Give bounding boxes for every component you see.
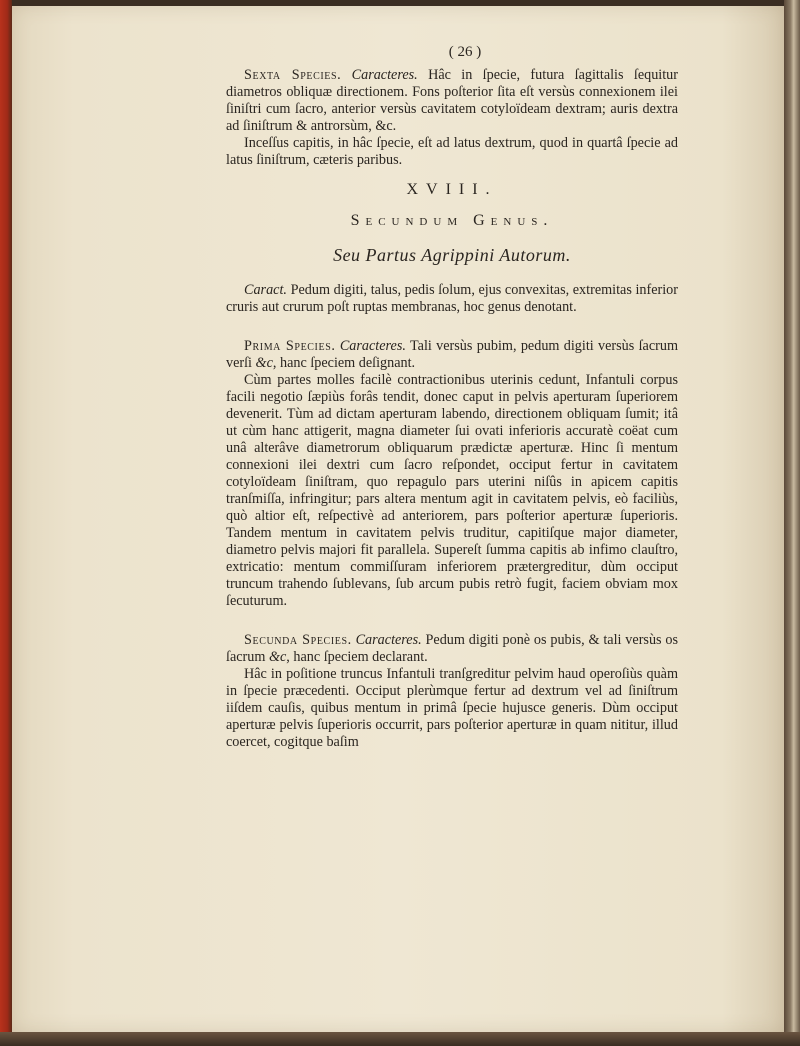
page-number: ( 26 )	[448, 44, 482, 60]
prima-species-paragraph	[226, 338, 678, 372]
prima-body-paragraph: Cùm partes molles facilè contractionibus uterinis cedunt, Infantuli corpus facili negotio ſæpiùs forâs tendit, donec caput in pelvis aperturam ſuperiorem devenerit. Tùm ad dictam aperturam labendo, directionem obliquam ſumit; itâ ut cùm hanc attigerit, magna diameter ſui ovati inferioris accuratè coëat cum unâ alterâve diametrorum obliquarum prædictæ aperturæ. Hinc ſi mentum connexioni ilei dextri cum ſacro reſpondet, occiput fertur in cavitatem cotyloïdeam ſiniſtram, quo repagulo pars uterini niſûs in apicem capitis tranſmiſſa, infringitur; pars altera mentum agit in cavitatem pelvis, eò faciliùs, quò altior eſt, reſpectivè ad anteriorem, pars poſterior aperturæ ſuperioris. Tandem mentum in cavitatem pelvis truditur, capitiſque major diameter, diametro pelvis majori fit parallela. Supereſt ſumma capitis ab infimo clauſtro, extricatio: mentum commiſſuram inferiorem prætergreditur, dùm occiput truncum trahendo ſublevans, ſub arcum pubis retrò fugit, faciem obviam mox ſecuturum.	[226, 372, 678, 609]
secunda-caracteres-label: Caracteres.	[355, 632, 422, 648]
sexta-species-label: Sexta Species.	[244, 67, 342, 83]
page-content	[226, 44, 678, 751]
incessus-paragraph: Inceſſus capitis, in hâc ſpecie, eſt ad latus dextrum, quod in quartâ ſpecie ad latus ſiniſtrum, cæteris paribus.	[226, 135, 678, 168]
sexta-caracteres-label: Caracteres.	[351, 67, 418, 83]
prima-caracteres-label: Caracteres.	[339, 338, 406, 354]
secunda-text-a: Pedum digiti ponè os pubis, & tali versùs os ſacrum	[226, 632, 678, 665]
caract-text: Pedum digiti, talus, pedis ſolum, ejus convexitas, extremitas inferior cruris aut crurum poſt ruptas membranas, hoc genus denotant.	[226, 282, 678, 315]
sexta-species-paragraph	[226, 67, 678, 135]
genus-subheading: Seu Partus Agrippini Autorum.	[333, 245, 571, 265]
prima-text-b: , hanc ſpeciem deſignant.	[272, 355, 416, 371]
section-number-heading: XVIII.	[406, 181, 498, 198]
secunda-etc: &c	[268, 649, 287, 665]
page-edge-bottom	[0, 1032, 800, 1046]
secunda-species-paragraph	[226, 632, 678, 666]
page-edge-left	[0, 0, 12, 1046]
secunda-body-paragraph: Hâc in poſitione truncus Infantuli tranſgreditur pelvim haud operoſiùs quàm in ſpecie præcedenti. Occiput plerùmque fertur ad dextrum vel ad ſiniſtrum iiſdem cauſis, quibus mentum in primâ ſpecie hujusce generis. Dùm occiput aperturæ pelvis ſuperioris occurrit, pars poſterior aperturæ in quam nititur, illud coercet, cogitque baſim	[226, 666, 678, 750]
prima-etc: &c	[255, 355, 273, 371]
secunda-species-label: Secunda Species.	[244, 632, 352, 648]
page-edge-right	[784, 0, 800, 1046]
book-page	[12, 6, 784, 1032]
genus-heading: Secundum Genus.	[350, 212, 554, 229]
prima-text-a: Tali versùs pubim, pedum digiti versùs ſacrum verſi	[226, 338, 678, 371]
secunda-text-b: , hanc ſpeciem declarant.	[286, 649, 428, 665]
sexta-species-text: Hâc in ſpecie, futura ſagittalis ſequitur diametros obliquæ directionem. Fons poſterior ſita eſt versùs connexionem ilei ſiniſtri cum ſacro, anterior versùs cavitatem cotyloïdeam dextram; auris dextra ad ſiniſtrum & antrorsùm, &c.	[226, 67, 678, 134]
caract-paragraph	[226, 282, 678, 316]
prima-species-label: Prima Species.	[244, 338, 336, 354]
caract-label: Caract.	[244, 282, 287, 298]
